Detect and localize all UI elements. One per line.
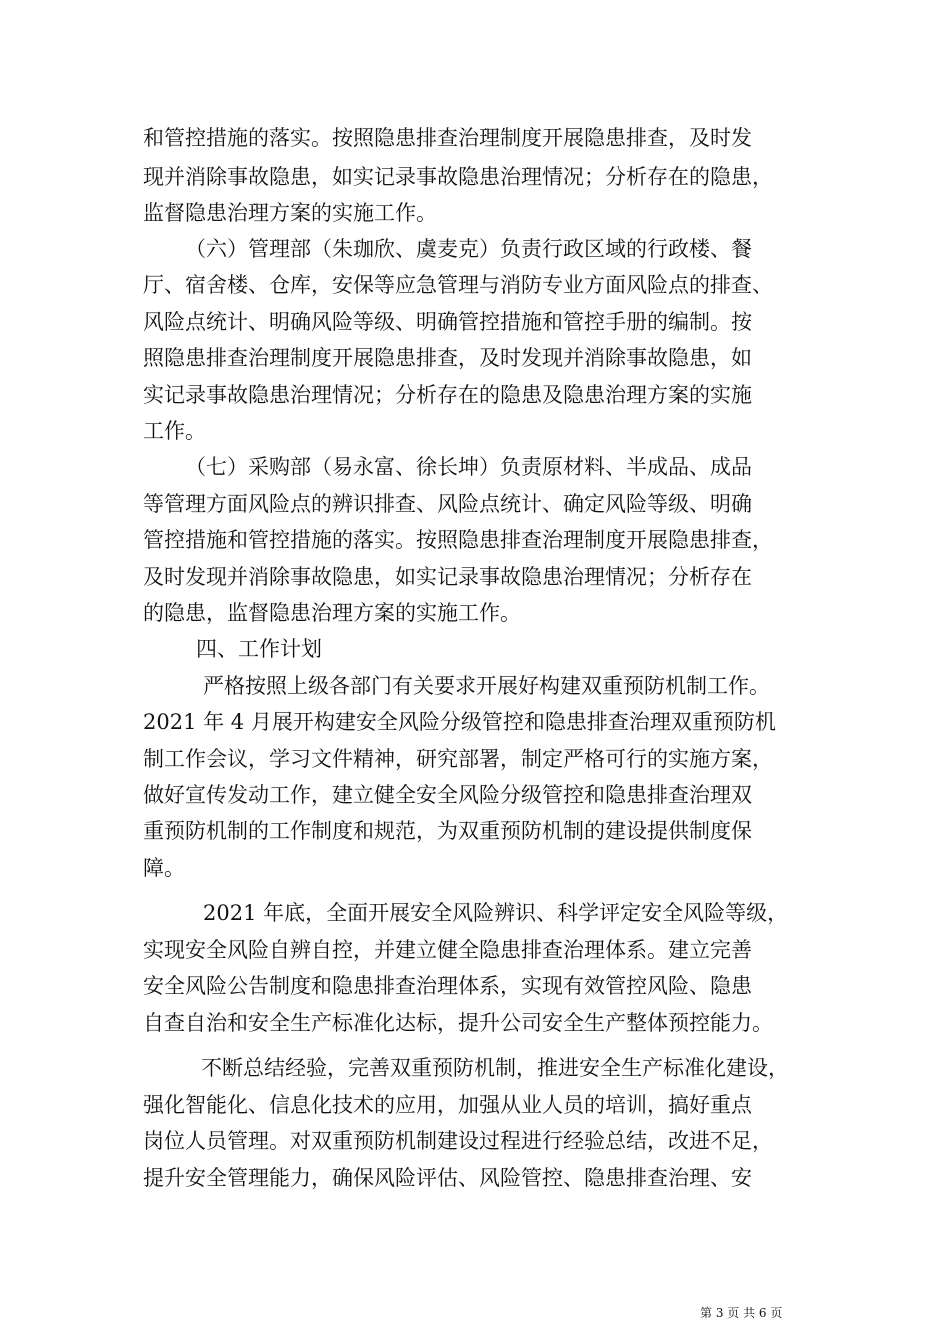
section-title-work-plan: 四、工作计划 [196, 637, 322, 661]
body-line: 和管控措施的落实。按照隐患排查治理制度开展隐患排查，及时发 [143, 126, 752, 150]
body-line: 障。 [143, 856, 185, 880]
body-line: 风险点统计、明确风险等级、明确管控措施和管控手册的编制。按 [143, 310, 752, 334]
body-line: 厅、宿舍楼、仓库，安保等应急管理与消防专业方面风险点的排查、 [143, 273, 773, 297]
section-heading-7: （七）采购部（易永富、徐长坤）负责原材料、半成品、成品 [185, 455, 752, 479]
body-line: 的隐患，监督隐患治理方案的实施工作。 [143, 601, 521, 625]
body-line: 现并消除事故隐患，如实记录事故隐患治理情况；分析存在的隐患， [143, 165, 773, 189]
body-line: 工作。 [143, 419, 206, 443]
body-line: 管控措施和管控措施的落实。按照隐患排查治理制度开展隐患排查， [143, 528, 773, 552]
body-line: 照隐患排查治理制度开展隐患排查，及时发现并消除事故隐患，如 [143, 346, 752, 370]
body-line: 严格按照上级各部门有关要求开展好构建双重预防机制工作。 [203, 674, 770, 698]
body-line: 提升安全管理能力，确保风险评估、风险管控、隐患排查治理、安 [143, 1166, 752, 1190]
body-line: 做好宣传发动工作，建立健全安全风险分级管控和隐患排查治理双 [143, 783, 752, 807]
body-line: 实记录事故隐患治理情况；分析存在的隐患及隐患治理方案的实施 [143, 383, 752, 407]
body-line: 自查自治和安全生产标准化达标，提升公司安全生产整体预控能力。 [143, 1011, 773, 1035]
body-line: 重预防机制的工作制度和规范，为双重预防机制的建设提供制度保 [143, 819, 752, 843]
body-line: 强化智能化、信息化技术的应用，加强从业人员的培训，搞好重点 [143, 1093, 752, 1117]
body-line: 制工作会议，学习文件精神，研究部署，制定严格可行的实施方案， [143, 747, 773, 771]
body-line: 2021 年 4 月展开构建安全风险分级管控和隐患排查治理双重预防机 [143, 710, 776, 734]
body-line: 等管理方面风险点的辨识排查、风险点统计、确定风险等级、明确 [143, 492, 752, 516]
body-line: 安全风险公告制度和隐患排查治理体系，实现有效管控风险、隐患 [143, 974, 752, 998]
body-line: 不断总结经验，完善双重预防机制，推进安全生产标准化建设， [201, 1056, 789, 1080]
body-line: 岗位人员管理。对双重预防机制建设过程进行经验总结，改进不足， [143, 1129, 773, 1153]
body-line: 监督隐患治理方案的实施工作。 [143, 201, 437, 225]
body-line: 实现安全风险自辨自控，并建立健全隐患排查治理体系。建立完善 [143, 938, 752, 962]
body-line: 2021 年底，全面开展安全风险辨识、科学评定安全风险等级， [203, 901, 789, 925]
page-number-footer: 第 3 页 共 6 页 [700, 1306, 783, 1320]
body-line: 及时发现并消除事故隐患，如实记录事故隐患治理情况；分析存在 [143, 565, 752, 589]
section-heading-6: （六）管理部（朱珈欣、虞麦克）负责行政区域的行政楼、餐 [185, 237, 752, 261]
